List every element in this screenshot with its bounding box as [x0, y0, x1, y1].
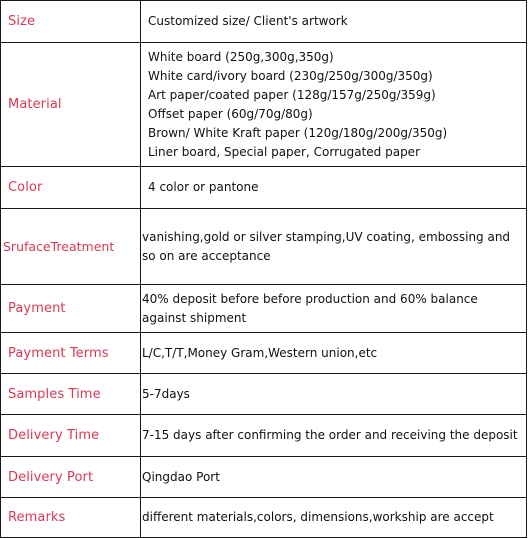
- row-label-surface-treatment: SrufaceTreatment: [1, 209, 141, 285]
- value-line: vanishing,gold or silver stamping,UV coating, embossing and so on are acceptance: [142, 229, 511, 263]
- row-label-material: Material: [1, 43, 141, 167]
- table-row-delivery-time: [1, 415, 527, 457]
- value-line: Art paper/coated paper (128g/157g/250g/359g): [148, 87, 436, 102]
- value-line: White card/ivory board (230g/250g/300g/350g): [148, 68, 433, 83]
- value-line: Brown/ White Kraft paper (120g/180g/200g/350g): [148, 125, 448, 140]
- row-value-delivery-port: [141, 457, 527, 498]
- row-value-color: [141, 167, 527, 209]
- row-value-material: [141, 43, 527, 167]
- row-value-surface-treatment: [141, 209, 527, 285]
- table-row-color: [1, 167, 527, 209]
- table-row-size: [1, 1, 527, 43]
- table-row-payment: [1, 285, 527, 333]
- row-value-remarks: [141, 498, 527, 538]
- row-label-samples-time: Samples Time: [1, 374, 141, 415]
- value-line: 7-15 days after confirming the order and receiving the deposit: [142, 428, 518, 442]
- value-line: Customized size/ Client's artwork: [148, 14, 348, 28]
- value-line: Qingdao Port: [142, 469, 220, 484]
- row-label-delivery-time: Delivery Time: [1, 415, 141, 457]
- row-value-samples-time: [141, 374, 527, 415]
- table-row-material: [1, 43, 527, 167]
- row-label-remarks: Remarks: [1, 498, 141, 538]
- table-row-samples-time: [1, 374, 527, 415]
- row-value-delivery-time: [141, 415, 527, 457]
- value-line: different materials,colors, dimensions,workship are accept: [142, 510, 494, 524]
- table-row-remarks: [1, 498, 527, 538]
- row-value-size: [141, 1, 527, 43]
- row-label-color: Color: [1, 167, 141, 209]
- row-label-payment: Payment: [1, 285, 141, 333]
- row-label-delivery-port: Delivery Port: [1, 457, 141, 498]
- value-line: Liner board, Special paper, Corrugated paper: [148, 144, 420, 159]
- value-line: L/C,T/T,Money Gram,Western union,etc: [142, 345, 378, 360]
- row-value-payment-terms: [141, 333, 527, 374]
- row-label-size: Size: [1, 1, 141, 43]
- value-line: 40% deposit before before production and 60% balance against shipment: [142, 291, 478, 325]
- value-line: 5-7days: [142, 386, 190, 401]
- row-label-payment-terms: Payment Terms: [1, 333, 141, 374]
- value-line: White board (250g,300g,350g): [148, 49, 334, 64]
- table-row-delivery-port: [1, 457, 527, 498]
- row-value-payment: [141, 285, 527, 333]
- table-row-surface-treatment: [1, 209, 527, 285]
- value-line: Offset paper (60g/70g/80g): [148, 106, 313, 121]
- value-line: 4 color or pantone: [148, 180, 259, 194]
- table-row-payment-terms: [1, 333, 527, 374]
